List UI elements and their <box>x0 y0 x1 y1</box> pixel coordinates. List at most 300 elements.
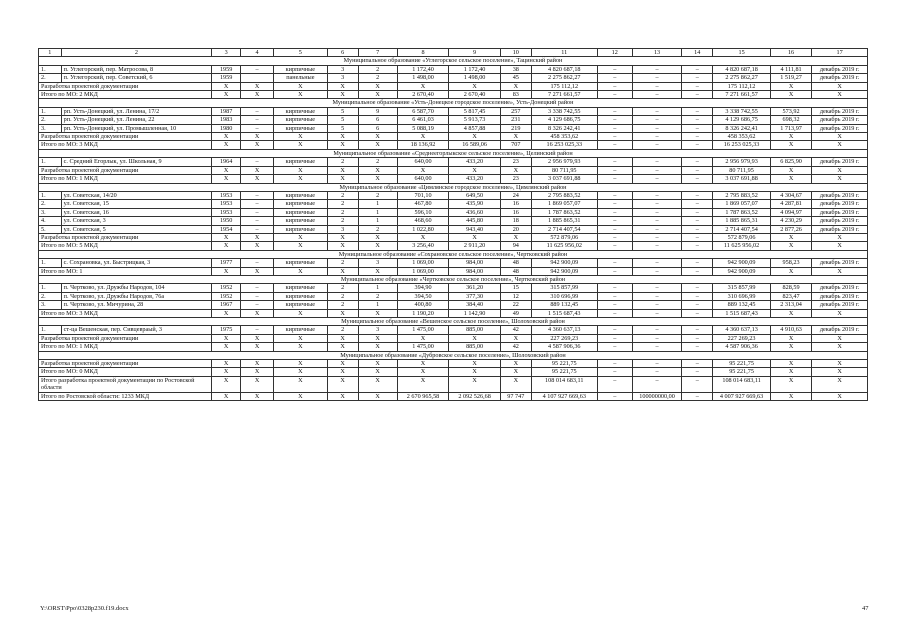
table-cell: X <box>358 91 397 99</box>
table-cell: 11 625 956,02 <box>531 242 597 250</box>
table-cell: 15 <box>500 284 531 292</box>
table-cell: X <box>770 368 811 376</box>
row-number: 1. <box>39 65 62 73</box>
summary-row <box>39 141 868 149</box>
table-cell: – <box>682 334 713 342</box>
table-cell: 400,80 <box>397 301 449 309</box>
table-cell: 4 111,81 <box>770 65 811 73</box>
table-cell: декабрь 2019 г. <box>812 259 868 267</box>
table-cell: – <box>632 158 681 166</box>
table-cell: 1 885 865,31 <box>713 217 771 225</box>
address-cell: п. Углегорский, пер. Матросова, 8 <box>61 65 212 73</box>
table-cell: X <box>212 242 241 250</box>
table-cell: – <box>632 82 681 90</box>
summary-label: Разработка проектной документации <box>39 166 212 174</box>
column-number: 2 <box>61 49 212 57</box>
table-cell: 436,60 <box>449 208 501 216</box>
table-cell: X <box>241 233 274 241</box>
section-title: Муниципальное образование «Углегорское сельское поселение», Тацинский район <box>39 57 868 65</box>
table-row <box>39 116 868 124</box>
table-cell: 97 747 <box>500 392 531 400</box>
table-cell: X <box>212 368 241 376</box>
table-cell: – <box>597 191 632 199</box>
summary-row <box>39 82 868 90</box>
table-cell: – <box>682 107 713 115</box>
table-cell: кирпичные <box>274 158 328 166</box>
summary-row <box>39 392 868 400</box>
table-cell: – <box>597 124 632 132</box>
table-cell: – <box>597 301 632 309</box>
table-cell: X <box>241 376 274 392</box>
table-cell: X <box>358 133 397 141</box>
table-cell: – <box>682 141 713 149</box>
table-cell: X <box>812 82 868 90</box>
address-cell: рп. Усть-Донецкий, ул. Ленина, 22 <box>61 116 212 124</box>
table-cell: X <box>212 233 241 241</box>
table-cell: 394,90 <box>397 284 449 292</box>
table-cell: X <box>327 82 358 90</box>
column-number: 17 <box>812 49 868 57</box>
table-cell: декабрь 2019 г. <box>812 200 868 208</box>
file-path: Y:\ORST\Ppo\0328p230.f19.docx <box>40 605 129 612</box>
table-cell: 1 475,00 <box>397 326 449 334</box>
table-cell: 23 <box>500 175 531 183</box>
table-cell: 2 670,40 <box>397 91 449 99</box>
table-cell: – <box>632 326 681 334</box>
table-cell: 257 <box>500 107 531 115</box>
table-cell: X <box>212 343 241 351</box>
table-cell: декабрь 2019 г. <box>812 116 868 124</box>
table-cell: – <box>632 208 681 216</box>
table-cell: X <box>500 376 531 392</box>
table-cell: 16 589,06 <box>449 141 501 149</box>
table-row <box>39 217 868 225</box>
row-number: 1. <box>39 191 62 199</box>
column-number: 1 <box>39 49 62 57</box>
table-cell: – <box>241 208 274 216</box>
table-cell: 5 088,19 <box>397 124 449 132</box>
column-number: 9 <box>449 49 501 57</box>
table-cell: – <box>682 225 713 233</box>
table-cell: 49 <box>500 309 531 317</box>
table-cell: X <box>449 360 501 368</box>
table-cell: X <box>241 91 274 99</box>
table-cell: декабрь 2019 г. <box>812 208 868 216</box>
table-cell: – <box>632 376 681 392</box>
table-cell: – <box>682 292 713 300</box>
table-cell: – <box>632 141 681 149</box>
table-cell: – <box>632 259 681 267</box>
table-row <box>39 74 868 82</box>
table-cell: 5 <box>327 107 358 115</box>
table-cell: – <box>632 200 681 208</box>
address-cell: ул. Советская, 14/20 <box>61 191 212 199</box>
table-cell: 1 <box>358 217 397 225</box>
table-cell: 2 313,04 <box>770 301 811 309</box>
table-cell: X <box>449 376 501 392</box>
table-cell: 48 <box>500 267 531 275</box>
table-cell: X <box>770 133 811 141</box>
address-cell: ул. Советская, 5 <box>61 225 212 233</box>
table-cell: – <box>632 360 681 368</box>
table-cell: X <box>212 309 241 317</box>
summary-label: Итого по МО: 1 МКД <box>39 175 212 183</box>
table-cell: декабрь 2019 г. <box>812 74 868 82</box>
section-title: Муниципальное образование «Сохрановское сельское поселение», Чертковский район <box>39 250 868 258</box>
table-cell: X <box>274 309 328 317</box>
table-cell: – <box>682 82 713 90</box>
table-cell: 2 <box>358 292 397 300</box>
table-cell: 4 129 686,75 <box>713 116 771 124</box>
summary-label: Итого по МО: 3 МКД <box>39 141 212 149</box>
table-cell: X <box>397 233 449 241</box>
table-cell: 3 338 742,55 <box>713 107 771 115</box>
table-cell: декабрь 2019 г. <box>812 292 868 300</box>
address-cell: ст-ца Вешенская, пер. Сивцевраый, 3 <box>61 326 212 334</box>
table-cell: 823,47 <box>770 292 811 300</box>
table-cell: 4 910,63 <box>770 326 811 334</box>
table-cell: 1987 <box>212 107 241 115</box>
table-cell: 2 <box>358 225 397 233</box>
table-cell: 885,00 <box>449 343 501 351</box>
table-cell: 445,80 <box>449 217 501 225</box>
table-cell: X <box>358 392 397 400</box>
table-cell: – <box>682 91 713 99</box>
table-cell: 1 <box>358 208 397 216</box>
table-cell: – <box>241 225 274 233</box>
table-cell: X <box>212 334 241 342</box>
table-cell: 310 696,99 <box>531 292 597 300</box>
table-cell: 95 221,75 <box>531 368 597 376</box>
table-cell: 1 515 687,43 <box>531 309 597 317</box>
table-cell: – <box>597 107 632 115</box>
table-cell: X <box>358 334 397 342</box>
table-cell: 942 900,09 <box>531 267 597 275</box>
section-row <box>39 250 868 258</box>
table-cell: 8 326 242,41 <box>531 124 597 132</box>
table-cell: 83 <box>500 91 531 99</box>
table-cell: кирпичные <box>274 259 328 267</box>
table-cell: кирпичные <box>274 65 328 73</box>
data-table <box>38 48 868 401</box>
table-cell: X <box>274 133 328 141</box>
table-cell: X <box>241 267 274 275</box>
table-cell: X <box>812 392 868 400</box>
table-cell: – <box>597 284 632 292</box>
table-cell: 2 670,40 <box>449 91 501 99</box>
table-cell: – <box>682 124 713 132</box>
row-number: 3. <box>39 208 62 216</box>
table-cell: кирпичные <box>274 284 328 292</box>
table-cell: – <box>632 284 681 292</box>
table-cell: X <box>274 175 328 183</box>
table-cell: 2 275 862,27 <box>713 74 771 82</box>
table-cell: 4 107 927 669,63 <box>531 392 597 400</box>
row-number: 1. <box>39 158 62 166</box>
table-cell: X <box>212 267 241 275</box>
table-cell: X <box>770 175 811 183</box>
summary-row <box>39 242 868 250</box>
table-cell: 958,23 <box>770 259 811 267</box>
table-cell: X <box>212 91 241 99</box>
table-cell: кирпичные <box>274 225 328 233</box>
row-number: 3. <box>39 124 62 132</box>
table-cell: 2 <box>327 208 358 216</box>
table-cell: 42 <box>500 343 531 351</box>
table-cell: X <box>274 334 328 342</box>
column-number: 15 <box>713 49 771 57</box>
table-cell: 1 787 863,52 <box>531 208 597 216</box>
table-cell: декабрь 2019 г. <box>812 107 868 115</box>
table-cell <box>241 74 274 82</box>
table-cell: X <box>327 141 358 149</box>
table-cell: 2 092 526,68 <box>449 392 501 400</box>
table-row <box>39 284 868 292</box>
table-cell: – <box>597 74 632 82</box>
section-title: Муниципальное образование «Чертковское сельское поселение», Чертковский район <box>39 275 868 283</box>
section-row <box>39 351 868 359</box>
summary-row <box>39 343 868 351</box>
table-cell: 5 913,73 <box>449 116 501 124</box>
table-cell: 3 <box>327 74 358 82</box>
table-cell: – <box>597 217 632 225</box>
table-cell: X <box>358 242 397 250</box>
table-cell: 5 817,45 <box>449 107 501 115</box>
table-cell: – <box>632 368 681 376</box>
document-page <box>38 48 868 401</box>
table-cell: – <box>632 267 681 275</box>
table-cell: – <box>632 334 681 342</box>
table-cell: X <box>358 376 397 392</box>
table-row <box>39 225 868 233</box>
table-cell: – <box>597 166 632 174</box>
column-number: 14 <box>682 49 713 57</box>
table-cell: 5 <box>327 124 358 132</box>
table-cell: X <box>812 175 868 183</box>
table-cell: X <box>358 343 397 351</box>
table-cell: – <box>632 343 681 351</box>
table-cell: 1 515 687,43 <box>713 309 771 317</box>
page-number: 47 <box>862 605 869 612</box>
table-cell: X <box>327 166 358 174</box>
table-cell: 94 <box>500 242 531 250</box>
table-cell: 2 <box>358 65 397 73</box>
table-cell: 943,40 <box>449 225 501 233</box>
table-cell: – <box>597 259 632 267</box>
table-cell: – <box>597 326 632 334</box>
table-cell: – <box>597 376 632 392</box>
table-cell: 1952 <box>212 284 241 292</box>
table-cell: X <box>770 376 811 392</box>
table-cell: 2 <box>358 191 397 199</box>
table-cell: – <box>682 301 713 309</box>
table-row <box>39 326 868 334</box>
table-cell: 1975 <box>212 326 241 334</box>
table-cell: X <box>358 82 397 90</box>
table-cell: кирпичные <box>274 301 328 309</box>
table-cell: 42 <box>500 326 531 334</box>
summary-label: Итого по МО: 5 МКД <box>39 242 212 250</box>
summary-row <box>39 309 868 317</box>
column-number: 3 <box>212 49 241 57</box>
table-cell: 377,30 <box>449 292 501 300</box>
table-cell: X <box>241 141 274 149</box>
table-cell: X <box>327 360 358 368</box>
table-cell: X <box>449 133 501 141</box>
table-cell: – <box>597 141 632 149</box>
table-cell: X <box>274 392 328 400</box>
table-cell: – <box>597 267 632 275</box>
row-number: 1. <box>39 284 62 292</box>
table-cell: 3 <box>358 326 397 334</box>
table-cell: 2 <box>327 217 358 225</box>
row-number: 2. <box>39 116 62 124</box>
table-cell: – <box>632 217 681 225</box>
table-cell: X <box>397 376 449 392</box>
table-cell: 16 253 025,33 <box>713 141 771 149</box>
column-number: 11 <box>531 49 597 57</box>
table-cell: 3 037 691,88 <box>713 175 771 183</box>
table-cell: 1967 <box>212 301 241 309</box>
table-cell: 2 <box>358 74 397 82</box>
table-cell: 640,00 <box>397 158 449 166</box>
table-cell: – <box>632 107 681 115</box>
table-cell: X <box>358 368 397 376</box>
table-cell: – <box>241 116 274 124</box>
row-number: 1. <box>39 107 62 115</box>
table-cell: X <box>358 267 397 275</box>
table-cell: 5 <box>327 116 358 124</box>
section-title: Муниципальное образование «Среднеегорлыкское сельское поселение», Целинский район <box>39 149 868 157</box>
table-row <box>39 158 868 166</box>
table-cell: 4 007 927 669,63 <box>713 392 771 400</box>
row-number: 2. <box>39 74 62 82</box>
table-cell: – <box>632 242 681 250</box>
row-number: 1. <box>39 259 62 267</box>
table-cell: – <box>682 343 713 351</box>
column-number: 6 <box>327 49 358 57</box>
table-cell: – <box>597 368 632 376</box>
address-cell: п. Чертково, ул. Дружбы Народов, 104 <box>61 284 212 292</box>
table-cell: X <box>241 166 274 174</box>
table-cell: 942 900,09 <box>713 267 771 275</box>
table-cell: 2 956 979,93 <box>713 158 771 166</box>
table-cell: – <box>632 225 681 233</box>
table-cell: – <box>632 74 681 82</box>
table-cell: 889 132,45 <box>531 301 597 309</box>
table-cell: 2 <box>327 326 358 334</box>
column-number: 5 <box>274 49 328 57</box>
table-cell: 108 014 683,11 <box>531 376 597 392</box>
table-cell: X <box>241 133 274 141</box>
section-row <box>39 183 868 191</box>
table-cell: – <box>241 107 274 115</box>
table-row <box>39 200 868 208</box>
table-cell: 11 625 956,02 <box>713 242 771 250</box>
summary-label: Разработка проектной документации <box>39 233 212 241</box>
table-cell: – <box>597 175 632 183</box>
table-cell: 6 825,90 <box>770 158 811 166</box>
table-cell: X <box>770 82 811 90</box>
table-cell: – <box>597 292 632 300</box>
table-cell: 433,20 <box>449 158 501 166</box>
table-cell: 6 587,70 <box>397 107 449 115</box>
table-cell: – <box>682 242 713 250</box>
summary-row <box>39 133 868 141</box>
table-cell: панельные <box>274 74 328 82</box>
table-cell: 38 <box>500 65 531 73</box>
table-cell: X <box>770 309 811 317</box>
table-cell: – <box>682 158 713 166</box>
table-cell: 1953 <box>212 191 241 199</box>
table-cell: 467,80 <box>397 200 449 208</box>
column-number: 4 <box>241 49 274 57</box>
table-cell: 698,32 <box>770 116 811 124</box>
table-cell: X <box>449 166 501 174</box>
table-cell: 6 <box>358 124 397 132</box>
table-cell: X <box>327 392 358 400</box>
table-cell: 95 221,75 <box>531 360 597 368</box>
table-cell: 4 360 637,13 <box>713 326 771 334</box>
table-cell: X <box>327 91 358 99</box>
table-cell: 45 <box>500 74 531 82</box>
table-cell: X <box>449 334 501 342</box>
table-cell: 3 <box>358 259 397 267</box>
table-cell: X <box>327 376 358 392</box>
table-cell: 1 475,00 <box>397 343 449 351</box>
column-number: 10 <box>500 49 531 57</box>
table-cell: 2 911,20 <box>449 242 501 250</box>
table-cell: 8 326 242,41 <box>713 124 771 132</box>
summary-row <box>39 166 868 174</box>
table-cell: – <box>597 158 632 166</box>
table-cell: X <box>274 376 328 392</box>
table-cell: 4 587 906,36 <box>713 343 771 351</box>
table-cell: кирпичные <box>274 116 328 124</box>
table-cell: 95 221,75 <box>713 368 771 376</box>
table-cell: – <box>241 284 274 292</box>
table-cell: декабрь 2019 г. <box>812 65 868 73</box>
summary-label: Разработка проектной документации <box>39 82 212 90</box>
table-cell: X <box>274 166 328 174</box>
table-cell: 1 885 865,31 <box>531 217 597 225</box>
table-cell: 828,59 <box>770 284 811 292</box>
table-cell: 2 <box>327 158 358 166</box>
table-cell: – <box>597 91 632 99</box>
table-cell: – <box>682 309 713 317</box>
table-cell: – <box>597 225 632 233</box>
table-cell: 2 795 883,52 <box>713 191 771 199</box>
column-number: 12 <box>597 49 632 57</box>
table-cell: кирпичные <box>274 326 328 334</box>
table-row <box>39 292 868 300</box>
table-cell: X <box>212 360 241 368</box>
column-number: 13 <box>632 49 681 57</box>
row-number: 2. <box>39 292 62 300</box>
table-cell: 4 304,67 <box>770 191 811 199</box>
table-cell: X <box>812 166 868 174</box>
row-number: 4. <box>39 217 62 225</box>
table-cell: – <box>241 301 274 309</box>
summary-label: Разработка проектной документации <box>39 334 212 342</box>
address-cell: ул. Советская, 15 <box>61 200 212 208</box>
table-cell: – <box>682 267 713 275</box>
table-cell: декабрь 2019 г. <box>812 326 868 334</box>
table-cell: X <box>770 166 811 174</box>
table-cell: X <box>274 233 328 241</box>
table-cell: X <box>397 368 449 376</box>
address-cell: рп. Усть-Донецкий, ул. Ленина, 17/2 <box>61 107 212 115</box>
